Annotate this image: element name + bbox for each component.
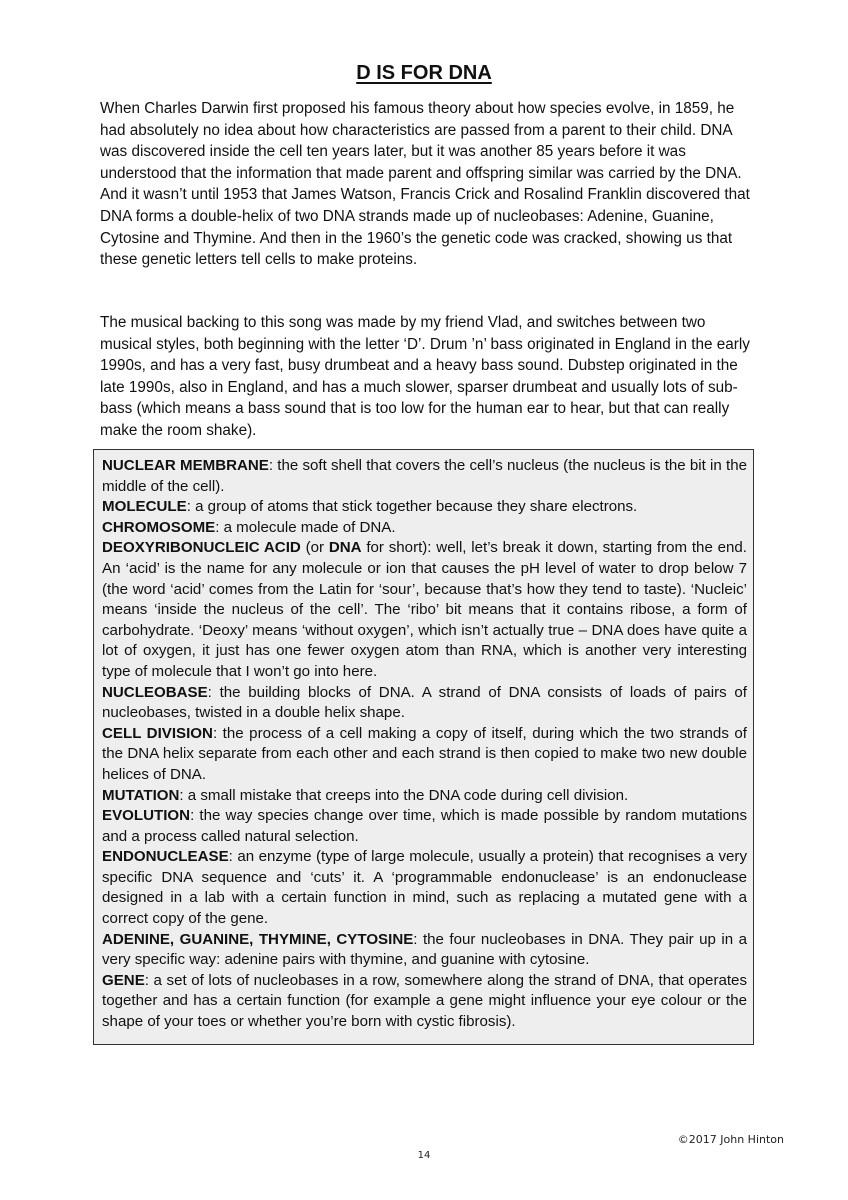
- music-paragraph: The musical backing to this song was made by my friend Vlad, and switches between two musical styles, both beginning with the letter ‘D’. Drum ’n’ bass originated in England in the early 1990s, and has a very fast, busy drumbeat and a heavy bass sound. Dubstep originated in the late 1990s, also in England, and has a much slower, sparser drumbeat and usually lots of sub-bass (which means a bass sound that is too low for the human ear to hear, but that can really make the room shake).: [100, 314, 750, 439]
- glossary-entry-evolution: [102, 806, 747, 847]
- page-title: D IS FOR DNA: [356, 62, 492, 84]
- glossary-term: DEOXYRIBONUCLEIC ACID: [102, 539, 301, 557]
- glossary-term: MOLECULE: [102, 498, 187, 516]
- glossary-term: ENDONUCLEASE: [102, 848, 229, 866]
- glossary-term: EVOLUTION: [102, 807, 191, 825]
- glossary-entry-endonuclease: [102, 847, 747, 929]
- glossary-box: [93, 449, 754, 1045]
- glossary-entry-cell-division: [102, 724, 747, 786]
- glossary-entry-nucleobases-list: [102, 930, 747, 971]
- glossary-definition: : the soft shell that covers the cell’s nucleus (the nucleus is the bit in the middle of the cell).: [102, 457, 747, 495]
- glossary-term: NUCLEAR MEMBRANE: [102, 457, 269, 474]
- glossary-definition: for short): well, let’s break it down, starting from the end. An ‘acid’ is the name for any molecule or ion that causes the pH level of water to drop below 7 (the word ‘acid’ comes from the Latin for ‘sour’, because that’s how they tend to taste). ‘Nucleic’ means ‘inside the nucleus of the cell’. The ‘ribo’ bit means that it contains ribose, a form of carbohydrate. ‘Deoxy’ means ‘without oxygen’, which isn’t actually true – DNA does have quite a lot of oxygen, it just has one fewer oxygen atom than RNA, which is another very interesting type of molecule that I won’t go into here.: [102, 539, 748, 680]
- glossary-term: ADENINE, GUANINE, THYMINE, CYTOSINE: [102, 930, 414, 948]
- glossary-definition: : the way species change over time, which is made possible by random mutations and a process called natural selection.: [102, 807, 747, 845]
- copyright-notice: ©2017 John Hinton: [677, 1133, 784, 1146]
- glossary-term: GENE: [102, 971, 145, 989]
- glossary-entry-molecule: [102, 497, 747, 518]
- glossary-definition: : a small mistake that creeps into the DNA code during cell division.: [179, 786, 629, 804]
- glossary-term-abbreviation: DNA: [328, 539, 362, 557]
- glossary-definition: : a molecule made of DNA.: [215, 518, 396, 536]
- glossary-entry-dna: [102, 538, 747, 682]
- glossary-definition: : the four nucleobases in DNA. They pair up in a very specific way: adenine pairs with thymine, and guanine with cytosine.: [102, 930, 747, 969]
- glossary-entry-chromosome: [102, 518, 747, 539]
- glossary-definition: : a set of lots of nucleobases in a row, somewhere along the strand of DNA, that operates together and has a certain function (for example a gene might influence your eye colour or the shape of your toes or whether you’re born with cystic fibrosis).: [102, 971, 747, 1031]
- glossary-term: NUCLEOBASE: [102, 683, 208, 701]
- glossary-definition: : the building blocks of DNA. A strand of DNA consists of loads of pairs of nucleobases, twisted in a double helix shape.: [102, 683, 747, 722]
- glossary-entry-mutation: [102, 786, 747, 807]
- glossary-definition: : an enzyme (type of large molecule, usually a protein) that recognises a very specific DNA sequence and ‘cuts’ it. A ‘programmable endonuclease’ is an endonuclease designed in a lab with a certain function in mind, such as replacing a mutated gene with a correct copy of the gene.: [102, 848, 747, 928]
- glossary-entry-gene: [102, 971, 747, 1033]
- glossary-term: MUTATION: [102, 786, 180, 804]
- intro-paragraph: When Charles Darwin first proposed his famous theory about how species evolve, in 1859, he had absolutely no idea about how characteristics are passed from a parent to their child. DNA was discovered inside the cell ten years later, but it was another 85 years before it was understood that the information that made parent and offspring similar was carried by the DNA. And it wasn’t until 1953 that James Watson, Francis Crick and Rosalind Franklin discovered that DNA forms a double-helix of two DNA strands made up of nucleobases: Adenine, Guanine, Cytosine and Thymine. And then in the 1960’s the genetic code was cracked, showing us that these genetic letters tell cells to make proteins.: [100, 100, 750, 269]
- glossary-term: CELL DIVISION: [102, 724, 213, 742]
- glossary-entry-nucleobase: [102, 683, 747, 724]
- glossary-definition: (or: [300, 539, 329, 557]
- glossary-entry-nuclear-membrane: [102, 456, 747, 497]
- glossary-definition: : the process of a cell making a copy of itself, during which the two strands of the DNA helix separate from each other and each strand is then copied to make two new double helices of DNA.: [102, 724, 747, 783]
- glossary-term: CHROMOSOME: [102, 518, 216, 536]
- glossary-definition: : a group of atoms that stick together because they share electrons.: [186, 498, 638, 516]
- page-number: 14: [417, 1150, 431, 1161]
